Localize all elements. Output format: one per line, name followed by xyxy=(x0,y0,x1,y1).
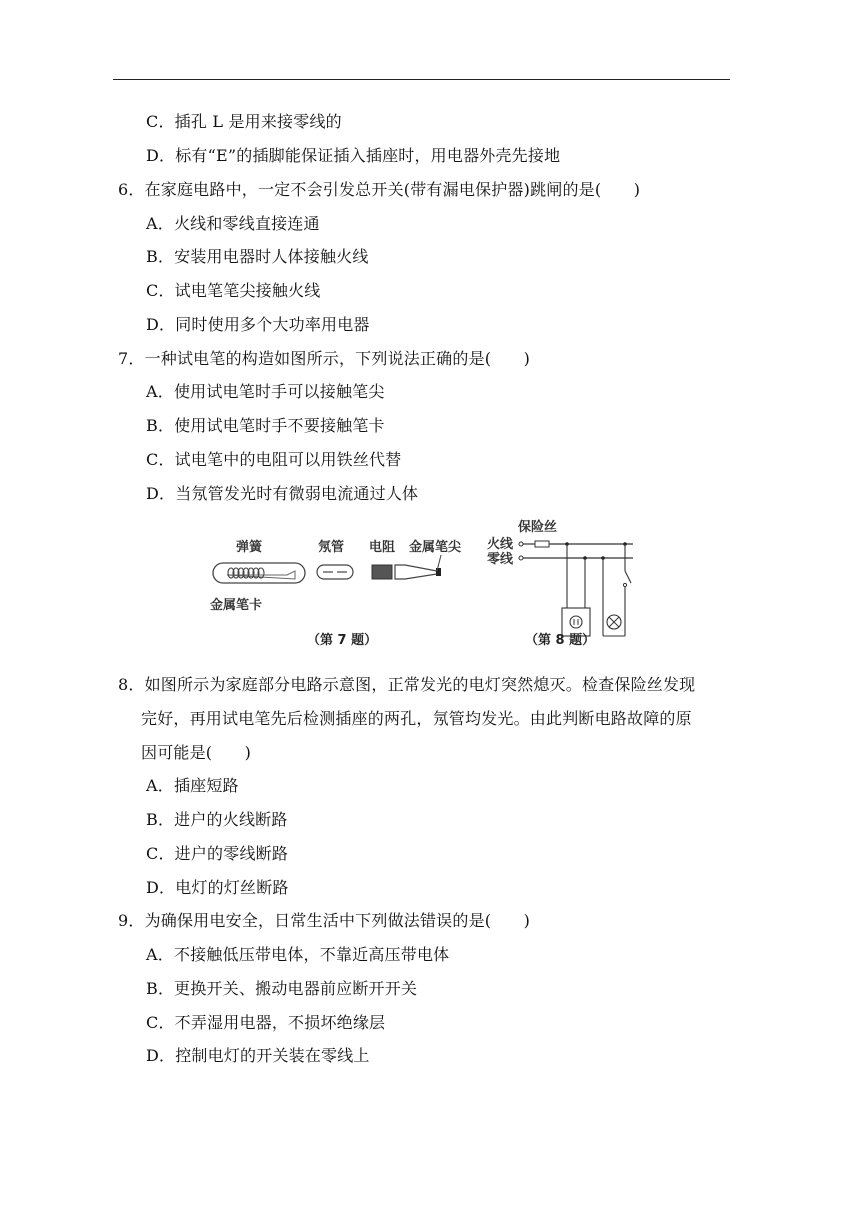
figures-svg xyxy=(205,513,645,653)
q8-option-b: B．进户的火线断路 xyxy=(146,810,288,829)
q9-option-d: D．控制电灯的开关装在零线上 xyxy=(146,1046,370,1065)
neon-tube-label: 氖管 xyxy=(318,540,345,555)
q9-option-b: B．更换开关、搬动电器前应断开开关 xyxy=(146,979,418,998)
q8-option-c: C．进户的零线断路 xyxy=(146,844,289,863)
q6-option-d: D．同时使用多个大功率用电器 xyxy=(146,315,370,334)
question-8-line-2: 完好，再用试电笔先后检测插座的两孔，氖管均发光。由此判断电路故障的原 xyxy=(141,709,692,728)
fuse xyxy=(535,541,549,547)
question-9: 9．为确保用电安全，日常生活中下列做法错误的是( ) xyxy=(118,911,531,930)
q6-option-a: A．火线和零线直接连通 xyxy=(146,214,320,233)
fuse-label: 保险丝 xyxy=(518,520,558,535)
q8-option-d: D．电灯的灯丝断路 xyxy=(146,878,289,897)
circuit-diagram xyxy=(487,519,633,648)
question-8-line-1: 8．如图所示为家庭部分电路示意图，正常发光的电灯突然熄灭。检查保险丝发现 xyxy=(118,675,696,694)
resistor xyxy=(372,565,392,579)
question-7: 7．一种试电笔的构造如图所示，下列说法正确的是( ) xyxy=(118,349,531,368)
figure-7-caption: （第 7 题） xyxy=(307,633,378,648)
neon-tube xyxy=(317,565,353,579)
q6-option-c: C．试电笔笔尖接触火线 xyxy=(146,281,321,300)
figure-8-caption: （第 8 题） xyxy=(525,633,596,648)
question-6: 6．在家庭电路中，一定不会引发总开关(带有漏电保护器)跳闸的是( ) xyxy=(118,180,641,199)
q9-option-a: A．不接触低压带电体，不靠近高压带电体 xyxy=(146,945,450,964)
neutral-wire-label: 零线 xyxy=(487,552,514,567)
q5-option-d: D．标有“E”的插脚能保证插入插座时，用电器外壳先接地 xyxy=(146,146,561,165)
q9-option-c: C．不弄湿用电器，不损坏绝缘层 xyxy=(146,1013,386,1032)
q6-option-b: B．安装用电器时人体接触火线 xyxy=(146,247,369,266)
q5-option-c: C．插孔 L 是用来接零线的 xyxy=(146,112,342,131)
q7-option-d: D．当氖管发光时有微弱电流通过人体 xyxy=(146,484,419,503)
spring-label: 弹簧 xyxy=(236,540,263,555)
q8-option-a: A．插座短路 xyxy=(146,776,239,795)
header-rule xyxy=(113,79,730,80)
q7-option-b: B．使用试电笔时手不要接触笔卡 xyxy=(146,416,385,435)
resistor-label: 电阻 xyxy=(369,540,396,555)
metal-tip-label: 金属笔尖 xyxy=(409,540,462,555)
figures xyxy=(205,513,645,653)
live-wire-label: 火线 xyxy=(487,537,514,552)
q7-option-c: C．试电笔中的电阻可以用铁丝代替 xyxy=(146,450,402,469)
metal-tip xyxy=(395,565,437,579)
q7-option-a: A．使用试电笔时手可以接触笔尖 xyxy=(146,382,385,401)
socket-icon xyxy=(570,616,582,628)
metal-clip-label: 金属笔卡 xyxy=(210,598,263,613)
switch xyxy=(625,571,631,583)
question-8-line-3: 因可能是( ) xyxy=(141,743,252,762)
test-pen-diagram xyxy=(210,539,461,648)
